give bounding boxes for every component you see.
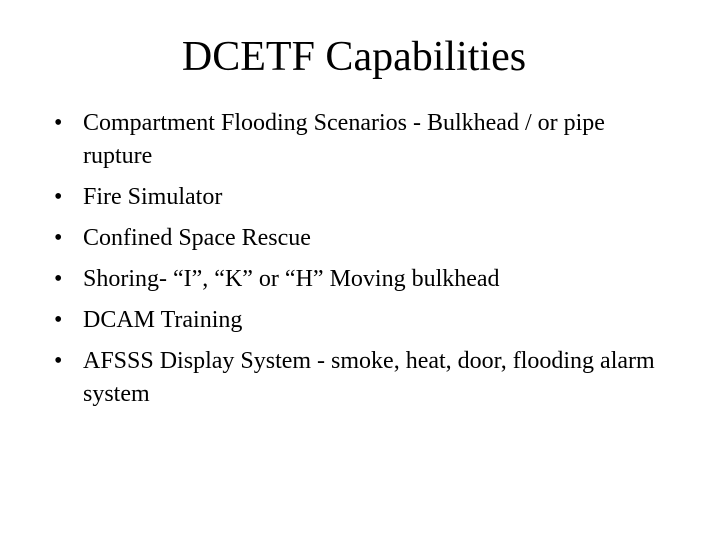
bullet-text: Fire Simulator [83, 184, 223, 210]
bullet-text: DCAM Training [83, 307, 243, 333]
bullet-item-shoring [54, 263, 674, 296]
bullet-icon: • [54, 266, 63, 292]
bullet-icon: • [54, 184, 63, 210]
bullet-text: Shoring- “I”, “K” or “H” Moving bulkhead [83, 266, 500, 292]
bullet-item-confined-space [54, 222, 674, 255]
bullet-item-dcam-training [54, 304, 674, 337]
bullet-item-afsss-display [54, 345, 674, 411]
slide-title: DCETF Capabilities [181, 34, 527, 80]
bullet-icon: • [54, 225, 63, 251]
bullet-text: Compartment Flooding Scenarios - Bulkhead / or pipe rupture [83, 110, 605, 169]
bullet-list [54, 107, 674, 419]
bullet-icon: • [54, 307, 63, 333]
bullet-text: Confined Space Rescue [83, 225, 311, 251]
bullet-text: AFSSS Display System - smoke, heat, door, flooding alarm system [83, 348, 655, 407]
bullet-icon: • [54, 348, 63, 374]
bullet-icon: • [54, 110, 63, 136]
bullet-item-flooding [54, 107, 674, 173]
bullet-item-fire-simulator [54, 181, 674, 214]
